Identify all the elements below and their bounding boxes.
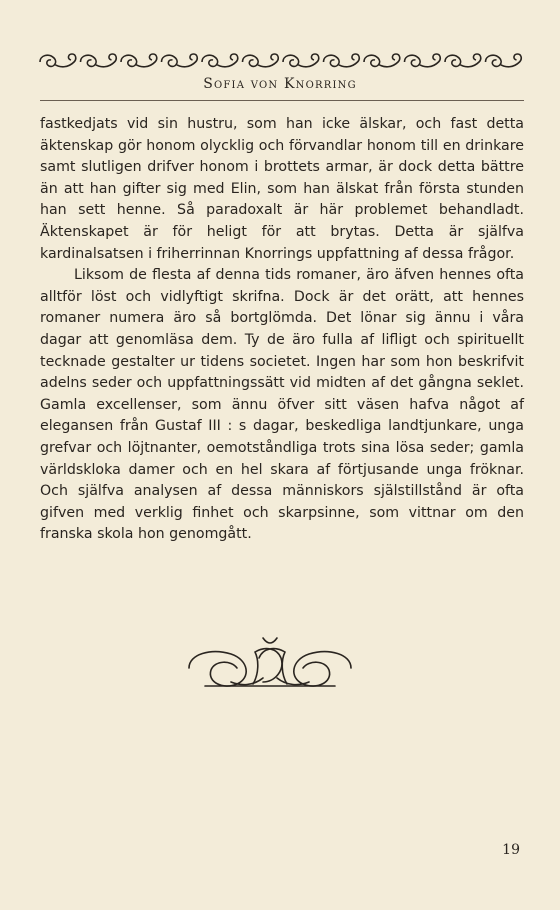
- paragraph-1: fastkedjats vid sin hustru, som han icke älskar, och fast detta äktenskap gör honom olycklig och förvandlar honom till en drinkare samt slutligen drifver honom i brottets armar, är dock detta bättre än att han gifter sig med Elin, som han älskat från första stunden han sett henne. Så paradoxalt är här problemet behandladt. Äktenskapet är för heligt för att brytas. Detta är själfva kardinalsatsen i friherrinnan Knorrings uppfattning af dessa frågor.: [40, 116, 524, 262]
- running-head: Sofia von Knorring: [203, 76, 357, 92]
- page-number: 19: [502, 842, 520, 858]
- body-text: [40, 114, 524, 546]
- header-rule: [40, 100, 524, 101]
- header-ornament-icon: [38, 52, 524, 72]
- paragraph-2: Liksom de flesta af denna tids romaner, äro äfven hennes ofta alltför löst och vidlyftigt skrifna. Dock är det orätt, att hennes romaner numera äro så bortglömda. Det lönar sig ännu i våra dagar att genomläsa dem. Ty de äro fulla af lifligt och spirituellt tecknade gestalter ur tidens societet. Ingen har som hon beskrifvit adelns seder och uppfattningssätt vid midten af det gångna seklet. Gamla excellenser, som ännu öfver sitt väsen hafva något af elegansen från Gustaf III : s dagar, beskedliga landtjunkare, unga grefvar och löjtnanter, oemotståndliga trots sina lösa seder; gamla världskloka damer och en hel skara af förtjusande unga fröknar. Och själfva analysen af dessa människors själstillstånd är ofta gifven med verklig finhet och skarpsinne, som vittnar om den franska skola hon genomgått.: [40, 267, 524, 543]
- tailpiece-ornament-icon: [185, 632, 355, 694]
